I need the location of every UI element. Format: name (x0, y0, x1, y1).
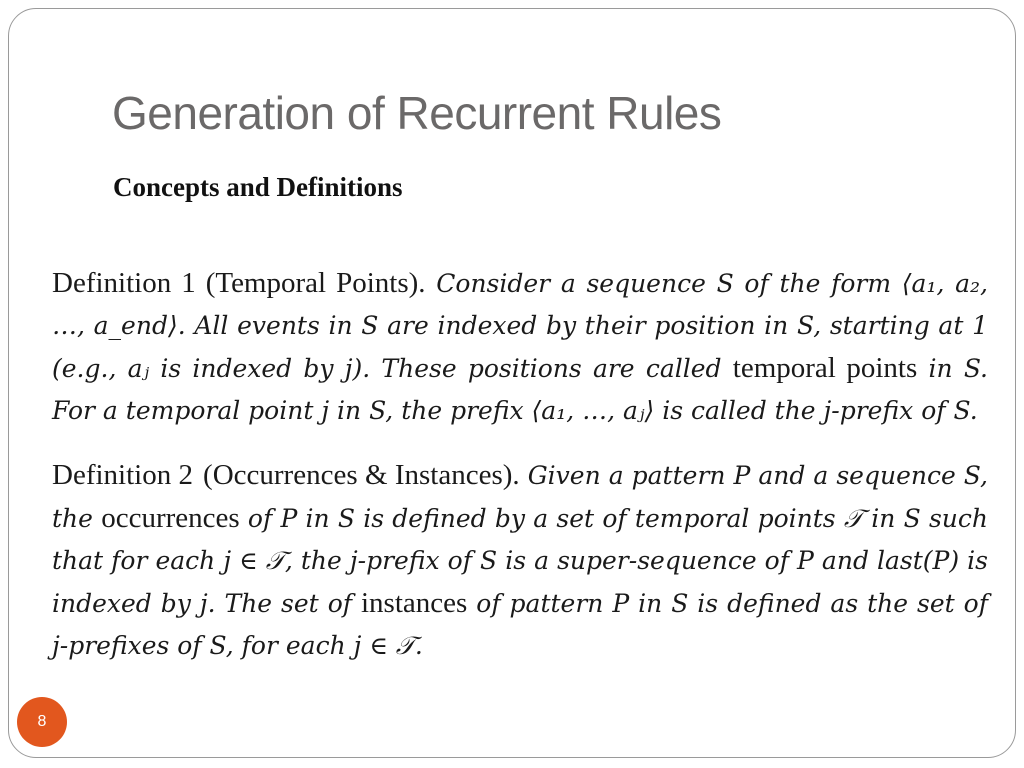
definition-2-number: Definition 2 (52, 459, 194, 491)
definition-1-term: temporal points (732, 352, 918, 384)
definition-1-text-a: Consider a sequence S of the form ⟨a₁, a₂, …, a_end⟩. All events in S are indexed by their position in S, starting at 1 (e.g., aⱼ is indexed by j). These positions are called (52, 269, 989, 383)
definition-1 (52, 262, 988, 432)
definition-2-name: (Occurrences & Instances). (203, 459, 520, 491)
definition-2-text-c: of pattern P in S is defined as the set of j-prefixes of S, for each j ∈ 𝒯. (52, 589, 988, 660)
slide-subtitle: Concepts and Definitions (113, 172, 403, 202)
slide-title: Generation of Recurrent Rules (112, 87, 722, 139)
definition-1-name: (Temporal Points). (205, 267, 426, 299)
definition-2 (52, 454, 988, 667)
definition-2-term-instances: instances (360, 587, 468, 619)
page-number-badge (17, 697, 67, 747)
definition-1-text-b: in S. For a temporal point j in S, the prefix ⟨a₁, …, aⱼ⟩ is called the j-prefix of S. (52, 354, 988, 425)
definition-2-text-a: Given a pattern P and a sequence S, the (52, 461, 988, 533)
definition-1-number: Definition 1 (52, 267, 196, 299)
definition-2-term-occurrences: occurrences (101, 502, 240, 534)
definition-2-text-b: of P in S is defined by a set of temporal points 𝒯 in S such that for each j ∈ 𝒯, the j-prefix of S is a super-sequence of P and last(P) is indexed by j. The set of (52, 504, 988, 618)
page-number: 8 (37, 713, 47, 730)
